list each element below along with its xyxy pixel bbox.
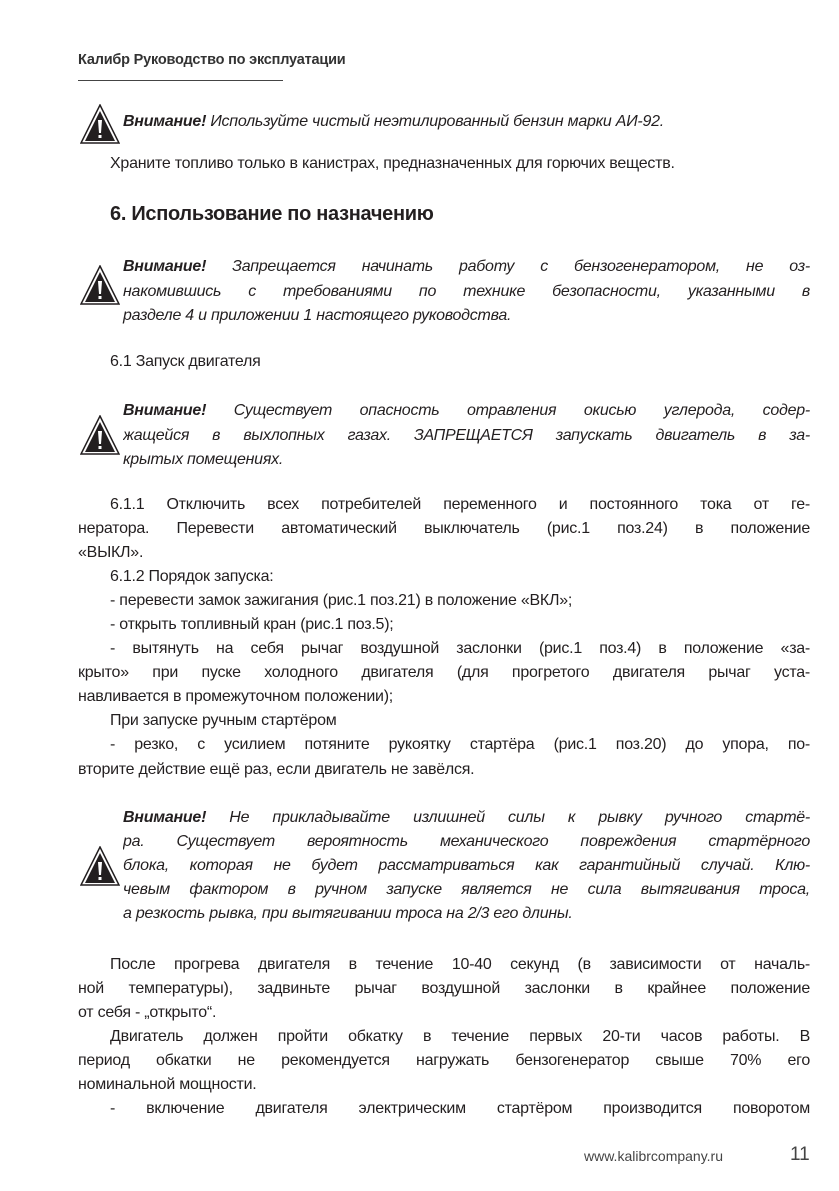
body-line: номинальной мощности. [78, 1076, 257, 1093]
body-line: После прогрева двигателя в течение 10-40 секунд (в зависимости от началь- [110, 956, 810, 973]
body-line: - включение двигателя электрическим стартёром производится поворотом [110, 1100, 810, 1117]
warning-4-line: ра. Существует вероятность механического повреждения стартёрного [123, 833, 810, 850]
subsection-title: 6.1 Запуск двигателя [110, 353, 261, 370]
warning-4-line: чевым фактором в ручном запуске является не сила вытягивания троса, [123, 881, 810, 898]
body-line: 6.1.2 Порядок запуска: [110, 568, 274, 585]
warning-icon [80, 104, 120, 144]
body-line: 6.1.1 Отключить всех потребителей переменного и постоянного тока от ге- [110, 496, 810, 513]
body-line: - перевести замок зажигания (рис.1 поз.21) в положение «ВКЛ»; [110, 592, 573, 609]
page-number: 11 [790, 1144, 810, 1165]
warning-icon [80, 265, 120, 305]
body-line: крыто» при пуске холодного двигателя (для прогретого двигателя рычаг уста- [78, 664, 810, 681]
body-line: Двигатель должен пройти обкатку в течение первых 20-ти часов работы. В [110, 1028, 810, 1045]
warning-line: Существует опасность отравления окисью углерода, содер- [206, 402, 810, 419]
warning-1-text [123, 110, 810, 134]
body-line: от себя - „открыто“. [78, 1004, 217, 1021]
warning-icon [80, 415, 120, 455]
body-line: вторите действие ещё раз, если двигатель не завёлся. [78, 761, 475, 778]
warning-icon [80, 846, 120, 886]
fuel-note: Храните топливо только в канистрах, предназначенных для горючих веществ. [110, 155, 675, 172]
warning-line: Не прикладывайте излишней силы к рывку ручного стартё- [206, 809, 810, 826]
warning-label: Внимание! [123, 402, 207, 419]
warning-2-line [123, 255, 810, 279]
body-line: нератора. Перевести автоматический выключатель (рис.1 поз.24) в положение [78, 520, 810, 537]
warning-label: Внимание! [123, 113, 207, 130]
warning-4-line [123, 806, 810, 830]
warning-line: Используйте чистый неэтилированный бензин марки АИ-92. [206, 113, 664, 130]
warning-label: Внимание! [123, 258, 207, 275]
body-line: - резко, с усилием потяните рукоятку стартёра (рис.1 поз.20) до упора, по- [110, 736, 810, 753]
body-line: навливается в промежуточном положении); [78, 688, 393, 705]
warning-4-line: а резкость рывка, при вытягивании троса на 2/3 его длины. [123, 905, 573, 922]
body-line: ной температуры), задвиньте рычаг воздушной заслонки в крайнее положение [78, 980, 810, 997]
warning-line: Запрещается начинать работу с бензогенератором, не оз- [206, 258, 810, 275]
warning-2-line: накомившись с требованиями по технике безопасности, указанными в [123, 283, 810, 300]
warning-3-line [123, 399, 810, 423]
warning-4-line: блока, которая не будет рассматриваться как гарантийный случай. Клю- [123, 857, 810, 874]
warning-2-line: разделе 4 и приложении 1 настоящего руководства. [123, 307, 512, 324]
warning-3-line: жащейся в выхлопных газах. ЗАПРЕЩАЕТСЯ запускать двигатель в за- [123, 427, 810, 444]
body-line: «ВЫКЛ». [78, 544, 144, 561]
body-line: - вытянуть на себя рычаг воздушной заслонки (рис.1 поз.4) в положение «за- [110, 640, 810, 657]
body-line: При запуске ручным стартёром [110, 712, 337, 729]
section-title: 6. Использование по назначению [110, 203, 434, 225]
warning-label: Внимание! [123, 809, 207, 826]
body-line: - открыть топливный кран (рис.1 поз.5); [110, 616, 394, 633]
body-line: период обкатки не рекомендуется нагружать бензогенератор свыше 70% его [78, 1052, 810, 1069]
footer-website-link[interactable]: www.kalibrcompany.ru [584, 1148, 724, 1164]
header-divider [78, 80, 283, 81]
warning-3-line: крытых помещениях. [123, 451, 284, 468]
running-header: Калибр Руководство по эксплуатации [78, 52, 346, 68]
